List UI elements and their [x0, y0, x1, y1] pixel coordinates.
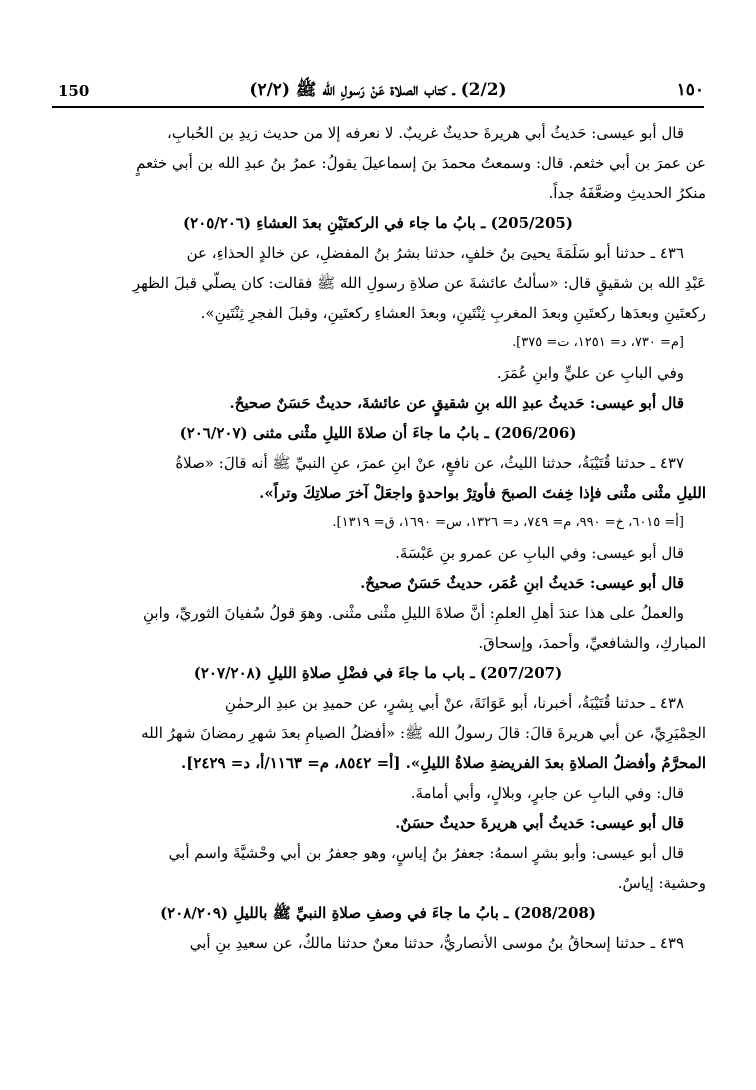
- text-line: قال أبو عيسى: حَديثُ عبدِ الله بنِ شقيقٍ عن عائشةَ، حديثٌ حَسَنٌ صحيحٌ.: [229, 394, 684, 412]
- hadith-line: ٤٣٦ ـ حدثنا أبو سَلَمَةَ يحيىَ بنُ خلفٍ، حدثنا بشرُ بنُ المفضلِ، عن خالدٍ الحذاءِ، عن: [186, 244, 684, 262]
- text-line: المباركِ، والشافعيِّ، وأحمدَ، وإسحاقَ.: [478, 634, 706, 652]
- text-line: الليلِ مثْنى مثْنى فإذا خِفتَ الصبحَ فأوتِرْ بواحدةٍ واجعَلْ آخرَ صلاتِكَ وتراً».: [259, 484, 706, 502]
- hadith-line: ٤٣٨ ـ حدثنا قُتَيْبَةُ، أخبرنا، أبو عَوَانَةَ، عنْ أبي بِشرٍ، عن حميدِ بن عبدِ الرحمٰنِ: [224, 694, 684, 712]
- reference-line: [أ= ٦٠١٥، خ= ٩٩٠، م= ٧٤٩، د= ١٣٢٦، س= ١٦٩٠، ق= ١٣١٩].: [332, 515, 684, 530]
- text-line: الحِمْيَرِيِّ، عن أبي هريرةَ قالَ: قالَ رسولُ الله ﷺ: «أفضلُ الصيامِ بعدَ شهرِ رمضانَ شهرُ الله: [141, 724, 706, 742]
- running-title: (2/2) ـ كتاب الصلاة عَنْ رَسولِ الله ﷺ (٢/٢): [249, 80, 507, 100]
- text-line: قال أبو عيسى: حَديثُ أبي هريرةَ حديثٌ غريبٌ. لا نعرفه إلا من حديث زيدِ بن الحُبابِ،: [167, 124, 684, 142]
- header-rule: [52, 106, 704, 108]
- text-line: وفي البابِ عن عليٍّ وابنِ عُمَرَ.: [496, 364, 684, 382]
- text-line: المحرَّمُ وأفضلُ الصلاةِ بعدَ الفريضةِ صلاةُ الليلِ». [أ= ٨٥٤٢، م= ١١٦٣/أ، د= ٢٤٢٩].: [181, 754, 706, 772]
- text-line: عن عمرَ بن أبي خثعم. قال: وسمعتُ محمدَ بنَ إسماعيلَ يقولُ: عمرُ بنُ عبدِ الله بن أبي خثعمٍ: [136, 154, 706, 172]
- hadith-line: ٤٣٩ ـ حدثنا إسحاقُ بنُ موسى الأنصاريُّ، حدثنا معنٌ حدثنا مالكٌ، عن سعيدِ بنِ أبي: [189, 934, 684, 952]
- text-line: قال أبو عيسى: وفي البابِ عن عمرو بنِ عَبْسَةَ.: [395, 544, 684, 562]
- text-line: قال: وفي البابِ عن جابرٍ، وبلالٍ، وأبي أمامةَ.: [410, 784, 684, 802]
- text-line: ركعتَينِ وبعدَها ركعتَينِ وبعدَ المغربِ ثِنْتَينِ، وبعدَ العشاءِ ركعتَينِ، وقبلَ الفجرِ ثِنْتَينِ».: [200, 304, 706, 322]
- text-line: قال أبو عيسى: حَديثُ أبي هريرةَ حديثٌ حسَنٌ.: [395, 814, 684, 832]
- hadith-line: ٤٣٧ ـ حدثنا قُتَيْبَةُ، حدثنا الليثُ، عن نافعٍ، عنْ ابنِ عمرَ، عنِ النبيِّ ﷺ أنه قالَ: «صلاةُ: [175, 454, 684, 472]
- text-line: والعملُ على هذا عندَ أهلِ العلمِ: أنَّ صلاةَ الليلِ مثْنى مثْنى. وهوَ قولُ سُفيانَ الثوريِّ، وابنِ: [142, 604, 684, 622]
- chapter-heading: (205/205) ـ بابُ ما جاء في الركعتَيْنِ بعدَ العشاءِ (٢٠٥/٢٠٦): [183, 214, 573, 232]
- chapter-heading: (207/207) ـ باب ما جاءَ في فضْلِ صلاةِ الليلِ (٢٠٧/٢٠٨): [193, 664, 563, 682]
- page-body: [50, 118, 706, 958]
- page-number-latin: 150: [58, 82, 90, 100]
- chapter-heading: (206/206) ـ بابُ ما جاءَ أن صلاةَ الليلِ مثْنى مثنى (٢٠٦/٢٠٧): [179, 424, 577, 442]
- text-line: وحشية: إياسٌ.: [617, 874, 706, 892]
- page-number-arabic: ١٥٠: [676, 80, 704, 100]
- text-line: منكرُ الحديثِ وضعَّفَهُ جداً.: [548, 184, 706, 202]
- text-line: عَبْدِ الله بن شقيقٍ قال: «سألتُ عائشةَ عن صلاةِ رسولِ الله ﷺ فقالت: كان يصلّي قبلَ الظهرِ: [132, 274, 706, 292]
- reference-line: [م= ٧٣٠، د= ١٢٥١، ت= ٣٧٥].: [512, 335, 684, 350]
- chapter-heading: (208/208) ـ بابُ ما جاءَ في وصفِ صلاةِ النبيِّ ﷺ بالليلِ (٢٠٨/٢٠٩): [160, 904, 596, 922]
- text-line: قال أبو عيسى: حَديثُ ابنِ عُمَر، حديثٌ حَسَنٌ صحيحٌ.: [360, 574, 684, 592]
- text-line: قال أبو عيسى: وأبو بشرٍ اسمهُ: جعفرُ بنُ إياسٍ، وهو جعفرُ بن أبي وحْشيَّةَ واسم أبي: [168, 844, 684, 862]
